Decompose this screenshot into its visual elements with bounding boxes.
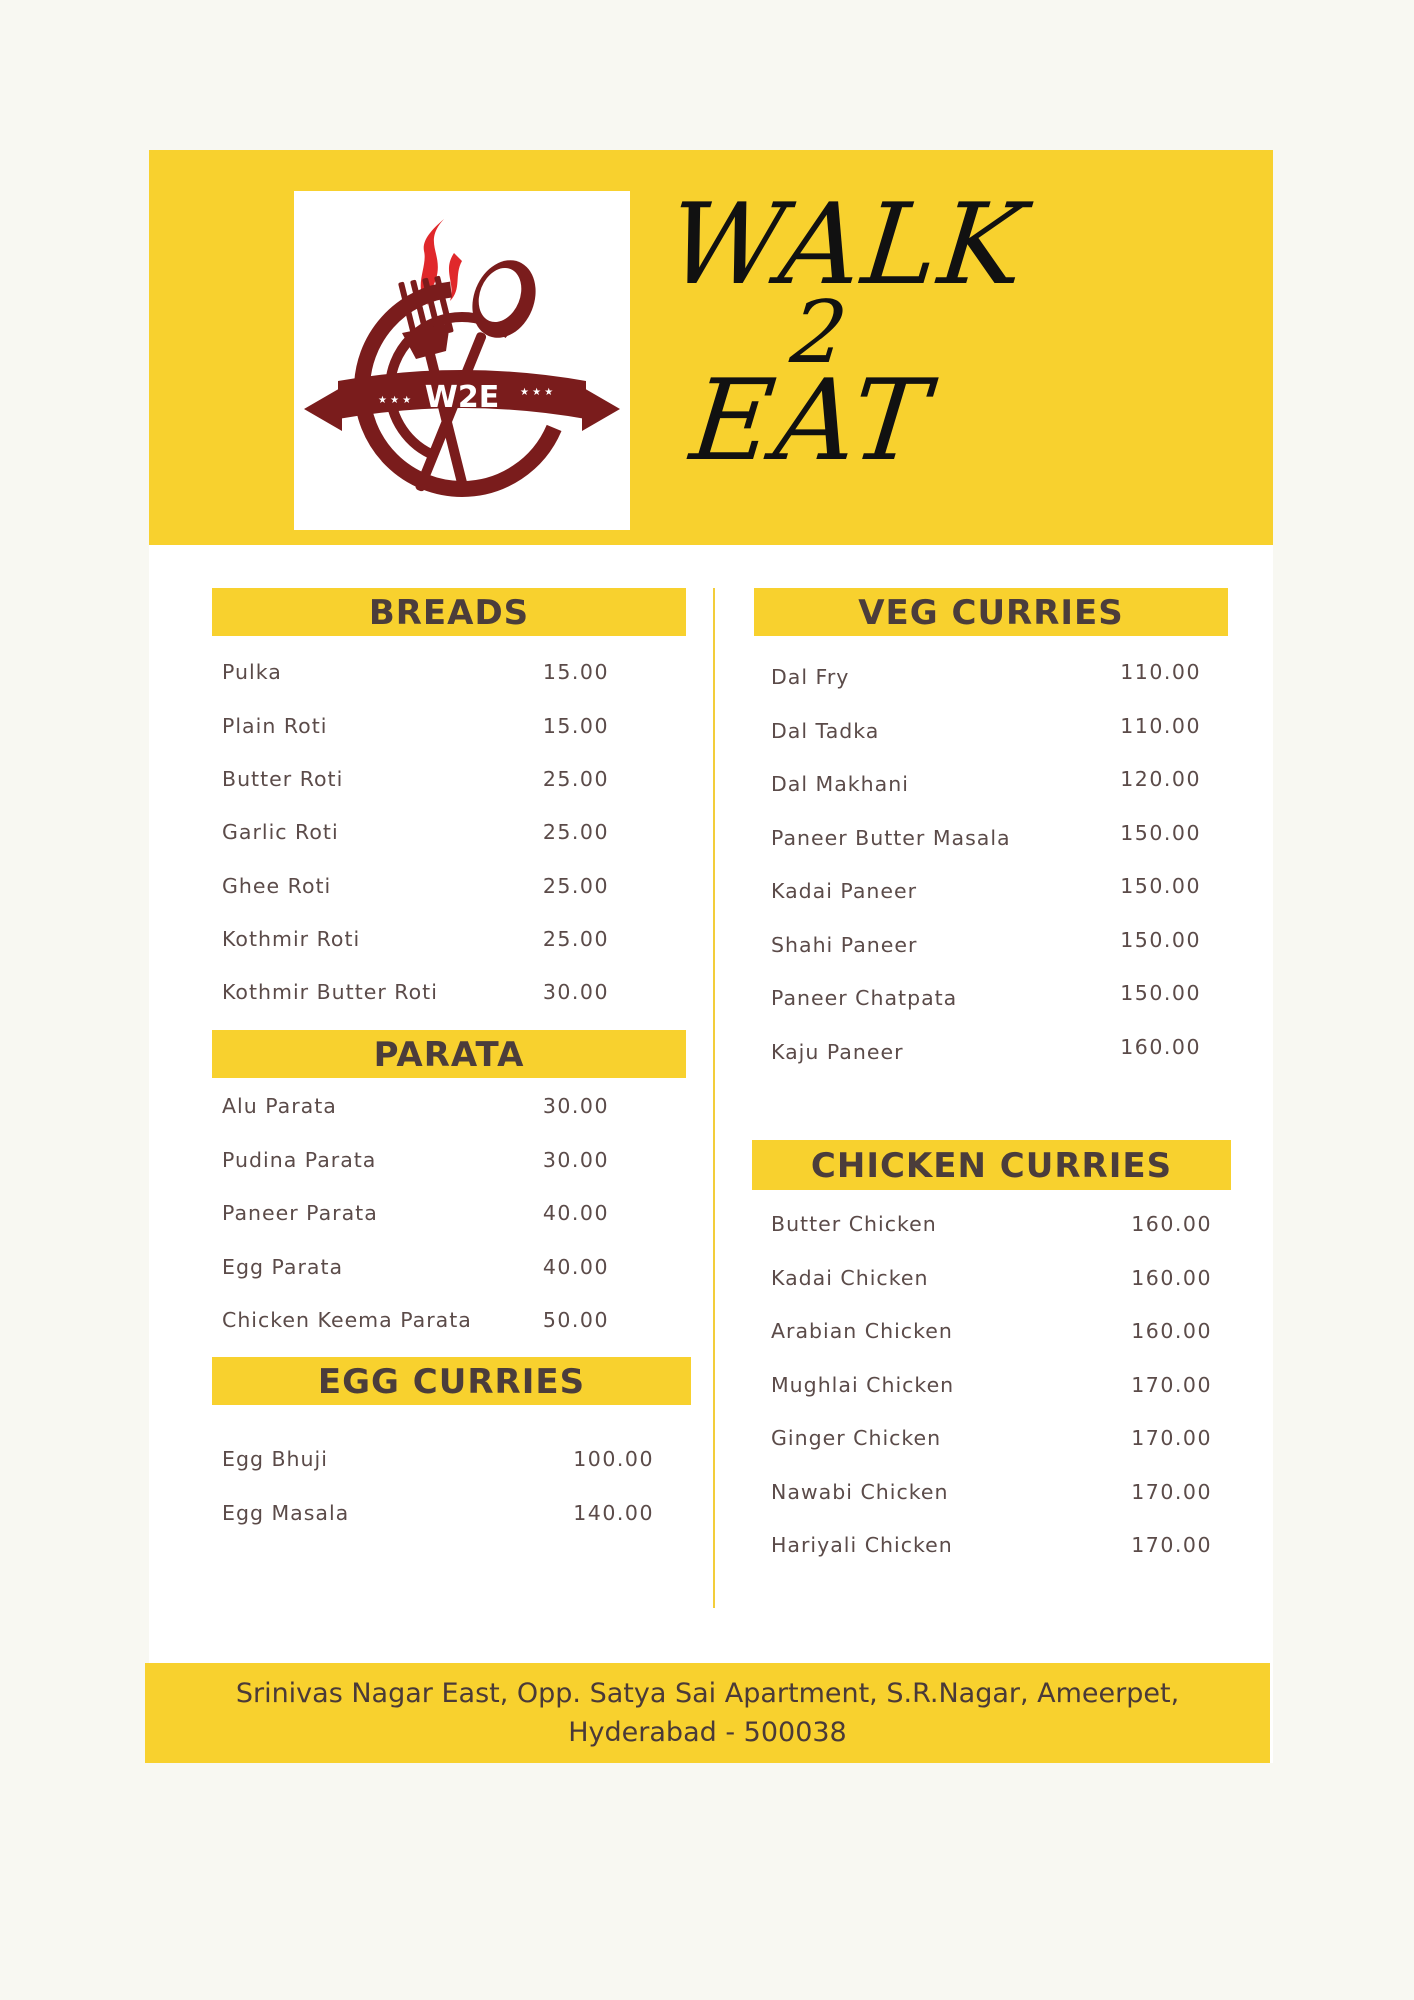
- menu-item: [771, 662, 1201, 692]
- section-title-egg-curries: EGG CURRIES: [212, 1357, 691, 1405]
- item-name: Paneer Butter Masala: [771, 826, 1011, 850]
- menu-item: [222, 1198, 609, 1228]
- item-price: 50.00: [542, 1308, 609, 1332]
- menu-item: [771, 716, 1201, 746]
- menu-item: [771, 930, 1201, 960]
- item-price: 30.00: [542, 980, 609, 1004]
- item-name: Kaju Paneer: [771, 1040, 904, 1064]
- item-name: Garlic Roti: [222, 820, 339, 844]
- item-name: Ginger Chicken: [771, 1426, 942, 1450]
- menu-item: [771, 876, 1201, 906]
- item-name: Pulka: [222, 660, 282, 684]
- menu-item: [222, 711, 609, 741]
- title-line-3: EAT: [685, 356, 937, 486]
- menu-item: [222, 657, 609, 687]
- item-price: 25.00: [542, 767, 609, 791]
- item-name: Kadai Chicken: [771, 1266, 929, 1290]
- item-price: 30.00: [542, 1148, 609, 1172]
- item-price: 15.00: [542, 660, 609, 684]
- item-name: Butter Chicken: [771, 1212, 937, 1236]
- item-name: Egg Bhuji: [222, 1447, 328, 1471]
- item-price: 25.00: [542, 927, 609, 951]
- menu-item: [222, 1091, 609, 1121]
- item-name: Paneer Parata: [222, 1201, 378, 1225]
- item-name: Shahi Paneer: [771, 933, 918, 957]
- item-price: 150.00: [1120, 874, 1201, 898]
- item-price: 170.00: [1131, 1426, 1212, 1450]
- section-title-chicken-curries: CHICKEN CURRIES: [752, 1140, 1231, 1190]
- menu-item: [222, 1145, 609, 1175]
- title-line-1: WALK: [662, 180, 1033, 310]
- item-name: Kothmir Roti: [222, 927, 361, 951]
- item-name: Hariyali Chicken: [771, 1533, 953, 1557]
- item-price: 25.00: [542, 874, 609, 898]
- item-price: 170.00: [1131, 1373, 1212, 1397]
- item-name: Dal Makhani: [771, 772, 909, 796]
- section-title-veg-curries: VEG CURRIES: [754, 588, 1228, 636]
- menu-item: [771, 1209, 1212, 1239]
- item-price: 160.00: [1131, 1319, 1212, 1343]
- item-price: 110.00: [1120, 660, 1201, 684]
- menu-item: [771, 1037, 1201, 1067]
- item-price: 150.00: [1120, 981, 1201, 1005]
- item-name: Dal Fry: [771, 665, 850, 689]
- item-name: Nawabi Chicken: [771, 1480, 949, 1504]
- item-name: Dal Tadka: [771, 719, 880, 743]
- menu-item: [771, 1530, 1212, 1560]
- address-line-1: Srinivas Nagar East, Opp. Satya Sai Apartment, S.R.Nagar, Ameerpet,: [235, 1678, 1180, 1709]
- section-title-breads: BREADS: [212, 588, 686, 636]
- item-name: Alu Parata: [222, 1094, 337, 1118]
- menu-item: [222, 924, 609, 954]
- item-name: Egg Masala: [222, 1501, 350, 1525]
- item-price: 40.00: [542, 1255, 609, 1279]
- item-price: 160.00: [1120, 1035, 1201, 1059]
- item-price: 25.00: [542, 820, 609, 844]
- menu-item: [222, 764, 609, 794]
- menu-item: [771, 769, 1201, 799]
- menu-item: [222, 1305, 609, 1335]
- menu-item: [222, 1498, 654, 1528]
- item-name: Kadai Paneer: [771, 879, 918, 903]
- address-footer: [145, 1663, 1270, 1763]
- menu-item: [771, 983, 1201, 1013]
- menu-item: [222, 871, 609, 901]
- item-name: Butter Roti: [222, 767, 344, 791]
- item-name: Mughlai Chicken: [771, 1373, 955, 1397]
- item-name: Kothmir Butter Roti: [222, 980, 438, 1004]
- menu-item: [222, 817, 609, 847]
- logo-text: W2E: [424, 380, 500, 415]
- item-name: Ghee Roti: [222, 874, 332, 898]
- column-divider: [713, 588, 715, 1608]
- item-price: 160.00: [1131, 1212, 1212, 1236]
- item-price: 120.00: [1120, 767, 1201, 791]
- svg-text:★ ★ ★: ★ ★ ★: [378, 395, 412, 406]
- menu-item: [771, 1477, 1212, 1507]
- item-price: 110.00: [1120, 714, 1201, 738]
- address-line-2: Hyderabad - 500038: [568, 1717, 847, 1748]
- restaurant-logo: [294, 191, 630, 530]
- title-line-2: 2: [786, 283, 854, 383]
- item-price: 170.00: [1131, 1480, 1212, 1504]
- item-price: 170.00: [1131, 1533, 1212, 1557]
- item-price: 150.00: [1120, 821, 1201, 845]
- item-name: Egg Parata: [222, 1255, 344, 1279]
- item-price: 40.00: [542, 1201, 609, 1225]
- item-name: Paneer Chatpata: [771, 986, 958, 1010]
- svg-text:★ ★ ★: ★ ★ ★: [520, 387, 554, 398]
- menu-item: [771, 823, 1201, 853]
- menu-item: [222, 1252, 609, 1282]
- menu-item: [771, 1370, 1212, 1400]
- item-price: 140.00: [573, 1501, 654, 1525]
- menu-item: [222, 977, 609, 1007]
- item-name: Chicken Keema Parata: [222, 1308, 472, 1332]
- item-price: 15.00: [542, 714, 609, 738]
- menu-item: [771, 1263, 1212, 1293]
- menu-item: [771, 1423, 1212, 1453]
- item-name: Pudina Parata: [222, 1148, 377, 1172]
- item-price: 30.00: [542, 1094, 609, 1118]
- item-price: 100.00: [573, 1447, 654, 1471]
- item-name: Arabian Chicken: [771, 1319, 953, 1343]
- menu-item: [771, 1316, 1212, 1346]
- restaurant-title: [645, 180, 1033, 486]
- logo-emblem-icon: [294, 191, 630, 530]
- section-title-parata: PARATA: [212, 1030, 686, 1078]
- item-name: Plain Roti: [222, 714, 328, 738]
- item-price: 150.00: [1120, 928, 1201, 952]
- menu-item: [222, 1444, 654, 1474]
- item-price: 160.00: [1131, 1266, 1212, 1290]
